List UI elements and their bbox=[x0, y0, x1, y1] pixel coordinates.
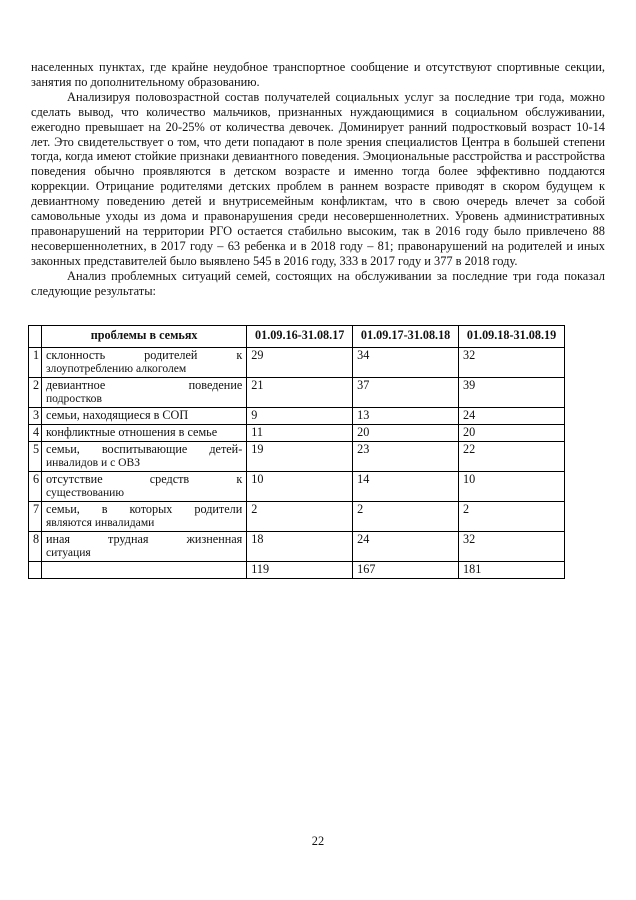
row-num: 5 bbox=[29, 442, 42, 472]
row-value-period-3: 39 bbox=[459, 378, 565, 408]
problem-line-1: семьи, в которых родители bbox=[45, 502, 243, 516]
row-value-period-2: 34 bbox=[353, 348, 459, 378]
header-problem: проблемы в семьях bbox=[41, 326, 246, 348]
row-num: 2 bbox=[29, 378, 42, 408]
header-period-3: 01.09.18-31.08.19 bbox=[459, 326, 565, 348]
row-value-period-1: 18 bbox=[247, 532, 353, 562]
total-period-2: 167 bbox=[353, 562, 459, 579]
problem-line-1: семьи, находящиеся в СОП bbox=[45, 408, 189, 422]
row-num: 1 bbox=[29, 348, 42, 378]
table-row bbox=[29, 348, 565, 378]
problem-line-1: иная трудная жизненная bbox=[45, 532, 243, 546]
row-problem bbox=[41, 472, 246, 502]
row-value-period-1: 21 bbox=[247, 378, 353, 408]
table-row bbox=[29, 408, 565, 425]
problem-line-2: злоупотреблению алкоголем bbox=[45, 362, 187, 375]
row-value-period-1: 11 bbox=[247, 425, 353, 442]
problem-line-2: являются инвалидами bbox=[45, 516, 155, 529]
totals-label bbox=[41, 562, 246, 579]
row-value-period-3: 32 bbox=[459, 348, 565, 378]
row-value-period-1: 9 bbox=[247, 408, 353, 425]
problem-line-2: подростков bbox=[45, 392, 102, 405]
row-value-period-3: 10 bbox=[459, 472, 565, 502]
row-problem bbox=[41, 378, 246, 408]
row-num: 8 bbox=[29, 532, 42, 562]
row-value-period-3: 32 bbox=[459, 532, 565, 562]
problem-line-2: инвалидов и с ОВЗ bbox=[45, 456, 141, 469]
paragraph-3: Анализ проблемных ситуаций семей, состоящих на обслуживании за последние три года показал следующие результаты: bbox=[31, 268, 605, 298]
problem-line-1: девиантное поведение bbox=[45, 378, 243, 392]
table-header-row bbox=[29, 326, 565, 348]
row-value-period-2: 13 bbox=[353, 408, 459, 425]
problem-line-2: ситуация bbox=[45, 546, 91, 559]
row-value-period-3: 22 bbox=[459, 442, 565, 472]
row-problem bbox=[41, 502, 246, 532]
row-num: 6 bbox=[29, 472, 42, 502]
header-num bbox=[29, 326, 42, 348]
row-value-period-1: 19 bbox=[247, 442, 353, 472]
row-problem bbox=[41, 348, 246, 378]
row-value-period-2: 2 bbox=[353, 502, 459, 532]
family-problems-table bbox=[28, 325, 565, 579]
problem-line-2: существованию bbox=[45, 486, 125, 499]
header-period-1: 01.09.16-31.08.17 bbox=[247, 326, 353, 348]
row-value-period-1: 2 bbox=[247, 502, 353, 532]
row-value-period-3: 24 bbox=[459, 408, 565, 425]
row-problem bbox=[41, 408, 246, 425]
row-value-period-2: 23 bbox=[353, 442, 459, 472]
row-num: 4 bbox=[29, 425, 42, 442]
row-num: 7 bbox=[29, 502, 42, 532]
row-value-period-1: 10 bbox=[247, 472, 353, 502]
table-row bbox=[29, 442, 565, 472]
table-row bbox=[29, 502, 565, 532]
row-value-period-2: 24 bbox=[353, 532, 459, 562]
body-text bbox=[31, 60, 605, 299]
header-period-2: 01.09.17-31.08.18 bbox=[353, 326, 459, 348]
total-period-3: 181 bbox=[459, 562, 565, 579]
row-num: 3 bbox=[29, 408, 42, 425]
problem-line-1: конфликтные отношения в семье bbox=[45, 425, 218, 439]
row-value-period-1: 29 bbox=[247, 348, 353, 378]
table-row bbox=[29, 378, 565, 408]
row-problem bbox=[41, 442, 246, 472]
paragraph-1: населенных пунктах, где крайне неудобное транспортное сообщение и отсутствуют спортивные секции, занятия по дополнительному образованию. bbox=[31, 60, 605, 89]
table-row bbox=[29, 472, 565, 502]
paragraph-2: Анализируя половозрастной состав получателей социальных услуг за последние три года, можно сделать вывод, что количество мальчиков, признанных нуждающимися в социальном обслуживании, ежегодно превышает на 20-25% от количества девочек. Доминирует ранний подростковый возраст 10-14 лет. Это свидетельствует о том, что дети попадают в поле зрения специалистов Центра в большей степени тогда, когда имеют стойкие признаки девиантного поведения. Эмоциональные расстройства и расстройства поведения обычно проявляются в детском возрасте и именно тогда более эффективно поддаются коррекции. Отрицание родителями детских проблем в раннем возрасте приводят в скором будущем к девиантному поведению детей и внутрисемейным конфликтам, что в свою очередь влечет за собой самовольные уходы из дома и правонарушения среди несовершеннолетних. Уровень административных правонарушений на территории РГО остается стабильно высоким, так в 2016 году было привлечено 88 несовершеннолетних, в 2017 году – 63 ребенка и в 2018 году – 81; правонарушений на родителей и иных законных представителей было выявлено 545 в 2016 году, 333 в 2017 году и 377 в 2018 году. bbox=[31, 89, 605, 268]
row-value-period-3: 2 bbox=[459, 502, 565, 532]
total-period-1: 119 bbox=[247, 562, 353, 579]
page-number: 22 bbox=[311, 834, 325, 848]
table-totals-row bbox=[29, 562, 565, 579]
row-problem bbox=[41, 532, 246, 562]
row-value-period-2: 14 bbox=[353, 472, 459, 502]
problem-line-1: отсутствие средств к bbox=[45, 472, 243, 486]
row-value-period-2: 20 bbox=[353, 425, 459, 442]
table-row bbox=[29, 532, 565, 562]
row-value-period-3: 20 bbox=[459, 425, 565, 442]
totals-num bbox=[29, 562, 42, 579]
table-row bbox=[29, 425, 565, 442]
row-problem bbox=[41, 425, 246, 442]
row-value-period-2: 37 bbox=[353, 378, 459, 408]
problem-line-1: склонность родителей к bbox=[45, 348, 243, 362]
problem-line-1: семьи, воспитывающие детей- bbox=[45, 442, 243, 456]
